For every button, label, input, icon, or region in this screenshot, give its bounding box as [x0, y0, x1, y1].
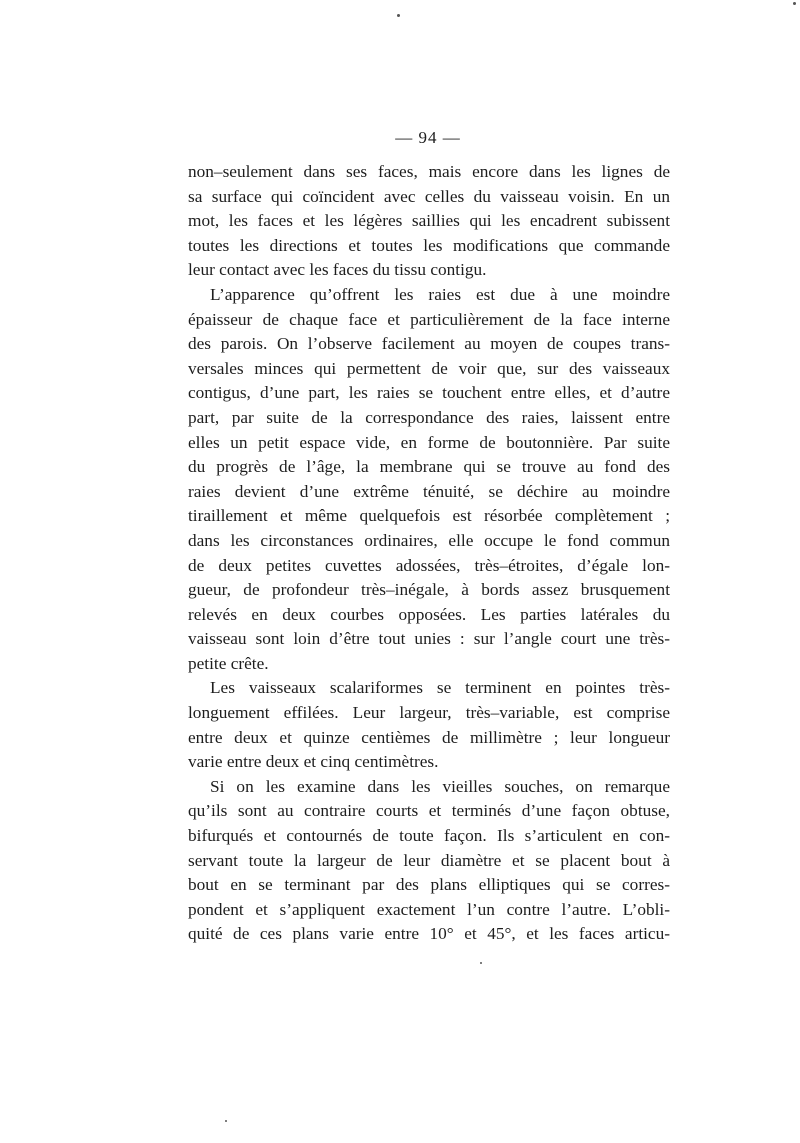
text-line: leur contact avec les faces du tissu contigu.	[188, 260, 487, 280]
text-line: épaisseur de chaque face et particulièrement de la face interne	[188, 309, 670, 329]
text-line: Les vaisseaux scalariformes se terminent en pointes très-	[210, 678, 670, 698]
text-line: qu’ils sont au contraire courts et terminés d’une façon obtuse,	[188, 801, 670, 821]
text-line: L’apparence qu’offrent les raies est due à une moindre	[210, 284, 670, 304]
body-text	[188, 160, 670, 947]
page-number: — 94 —	[395, 128, 461, 147]
text-line: pondent et s’appliquent exactement l’un contre l’autre. L’obli-	[188, 899, 670, 919]
text-line: entre deux et quinze centièmes de millimètre ; leur longueur	[188, 727, 670, 747]
text-line: mot, les faces et les légères saillies qui les encadrent subissent	[188, 211, 670, 231]
paper-speck	[480, 962, 482, 964]
text-line: tiraillement et même quelquefois est résorbée complètement ;	[188, 506, 670, 526]
text-line: bifurqués et contournés de toute façon. Ils s’articulent en con-	[188, 826, 670, 846]
text-line: quité de ces plans varie entre 10° et 45°, et les faces articu-	[188, 924, 670, 944]
text-line: des parois. On l’observe facilement au moyen de coupes trans-	[188, 334, 670, 354]
paper-speck	[397, 14, 400, 17]
text-line: contigus, d’une part, les raies se touchent entre elles, et d’autre	[188, 383, 670, 403]
text-line: sa surface qui coïncident avec celles du vaisseau voisin. En un	[188, 186, 670, 206]
text-line: toutes les directions et toutes les modifications que commande	[188, 235, 670, 255]
text-line: elles un petit espace vide, en forme de boutonnière. Par suite	[188, 432, 670, 452]
text-line: Si on les examine dans les vieilles souches, on remarque	[210, 776, 670, 796]
text-line: varie entre deux et cinq centimètres.	[188, 752, 439, 772]
text-line: versales minces qui permettent de voir que, sur des vaisseaux	[188, 358, 670, 378]
text-line: petite crête.	[188, 653, 269, 673]
text-line: bout en se terminant par des plans elliptiques qui se corres-	[188, 875, 670, 895]
text-line: longuement effilées. Leur largeur, très–variable, est comprise	[188, 703, 670, 723]
text-line: gueur, de profondeur très–inégale, à bords assez brusquement	[188, 580, 670, 600]
text-line: part, par suite de la correspondance des raies, laissent entre	[188, 407, 670, 427]
paper-speck	[793, 2, 796, 5]
text-line: servant toute la largeur de leur diamètre et se placent bout à	[188, 850, 670, 870]
paper-speck	[225, 1120, 227, 1122]
text-line: relevés en deux courbes opposées. Les parties latérales du	[188, 604, 670, 624]
text-line: dans les circonstances ordinaires, elle occupe le fond commun	[188, 530, 670, 550]
text-line: raies devient d’une extrême ténuité, se déchire au moindre	[188, 481, 670, 501]
text-line: de deux petites cuvettes adossées, très–étroites, d’égale lon-	[188, 555, 670, 575]
text-line: du progrès de l’âge, la membrane qui se trouve au fond des	[188, 457, 670, 477]
text-line: vaisseau sont loin d’être tout unies : sur l’angle court une très-	[188, 629, 670, 649]
text-line: non–seulement dans ses faces, mais encore dans les lignes de	[188, 162, 670, 181]
